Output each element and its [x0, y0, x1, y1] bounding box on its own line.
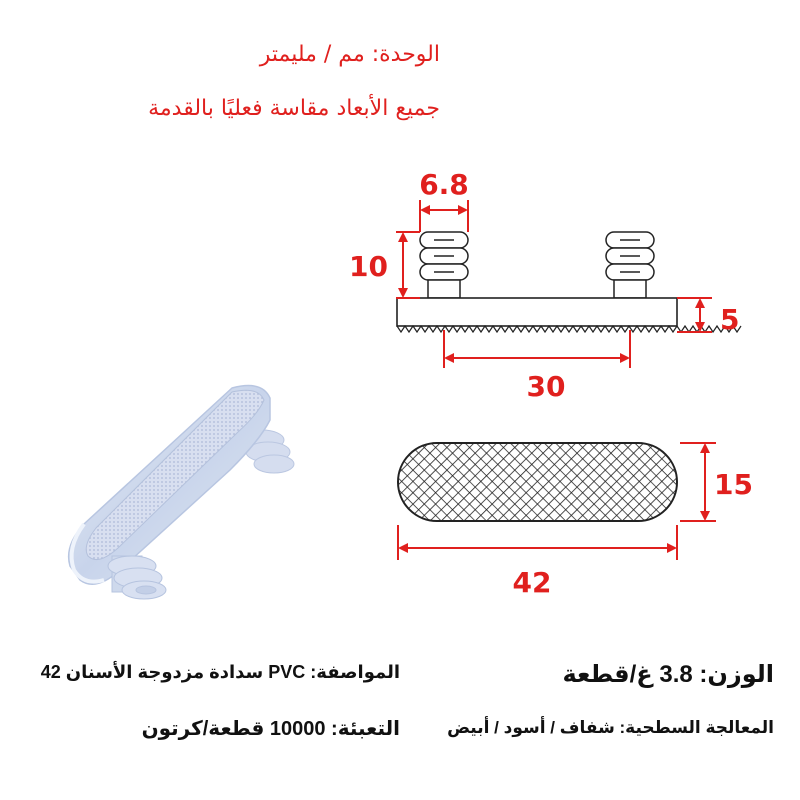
dim-width: 15 — [714, 468, 753, 501]
side-view — [397, 232, 741, 332]
dim-stud-height: 10 — [349, 250, 388, 283]
top-view-mesh — [398, 443, 677, 521]
dim-stud-spacing: 30 — [526, 370, 566, 403]
spec-model: المواصفة: PVC سدادة مزدوجة الأسنان 42 — [40, 662, 400, 682]
spec-weight: الوزن: 3.8 غ/قطعة — [562, 661, 774, 688]
measurement-note: جميع الأبعاد مقاسة فعليًا بالقدمة — [148, 96, 440, 121]
spec-packing: التعبئة: 10000 قطعة/كرتون — [141, 718, 400, 740]
base-plate — [397, 298, 677, 326]
unit-note: الوحدة: مم / مليمتر — [259, 42, 440, 67]
left-stud — [420, 232, 468, 298]
dim-stud-width: 6.8 — [419, 168, 469, 201]
dim-length: 42 — [512, 566, 552, 599]
top-view — [398, 443, 677, 521]
spec-surface: المعالجة السطحية: شفاف / أسود / أبيض — [447, 718, 774, 737]
dim-base-thickness: 5 — [720, 303, 740, 336]
right-stud — [606, 232, 654, 298]
product-photo — [69, 386, 294, 599]
